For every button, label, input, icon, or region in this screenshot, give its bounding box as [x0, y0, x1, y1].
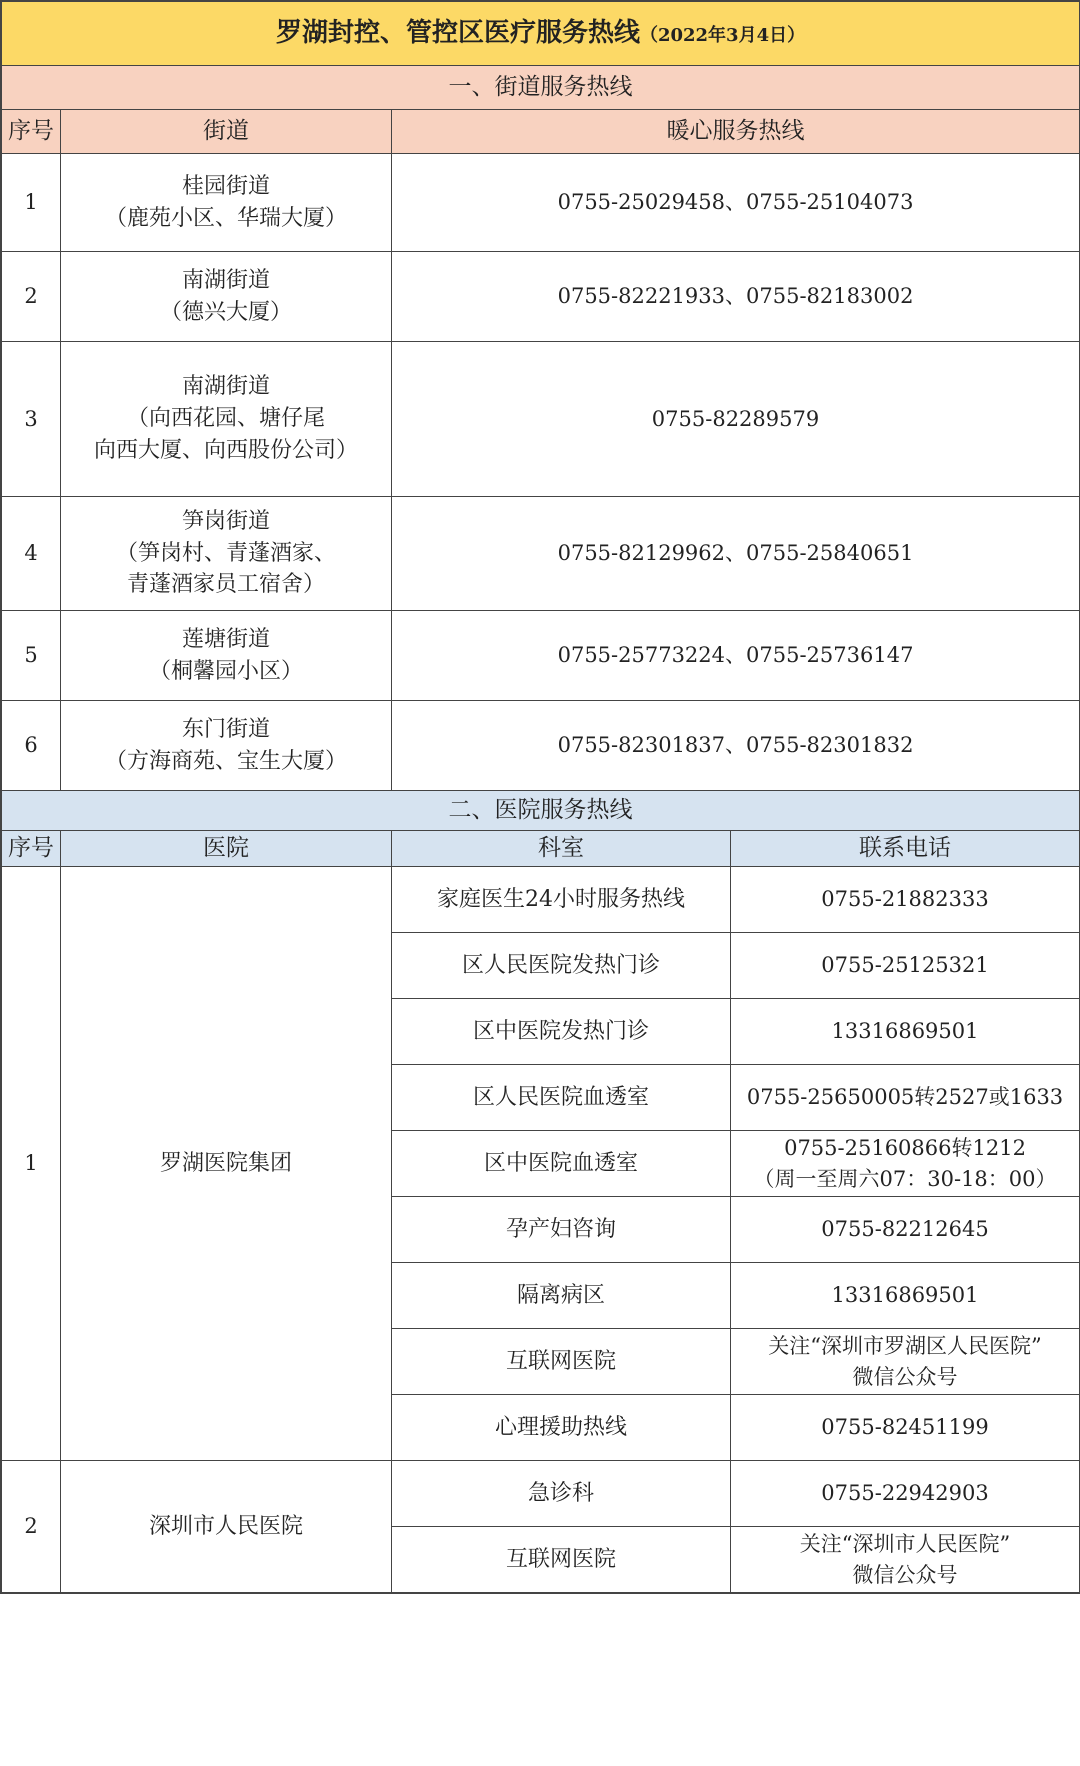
row-number: 6 [2, 701, 61, 791]
phone-number: 0755-25125321 [731, 933, 1080, 999]
hospital-name: 罗湖医院集团 [61, 867, 392, 1461]
row-number: 1 [2, 154, 61, 252]
department-name: 互联网医院 [392, 1527, 731, 1593]
street-name: 南湖街道 [181, 374, 270, 400]
phone-number: 13316869501 [731, 1263, 1080, 1329]
phone-number: 0755-25650005转2527或1633 [731, 1065, 1080, 1131]
street-cell [61, 497, 392, 611]
col-header-department: 科室 [392, 831, 731, 867]
table-row [2, 154, 1080, 252]
phone-cell [731, 1131, 1080, 1197]
section2-heading: 二、医院服务热线 [2, 791, 1080, 831]
col-header-phone: 联系电话 [731, 831, 1080, 867]
street-area: 青蓬酒家员工宿舍） [126, 572, 325, 598]
street-area: （向西花园、塘仔尾 [126, 406, 325, 432]
phone-hours: （周一至周六07：30-18：00） [753, 1166, 1057, 1191]
phone-number: 0755-22942903 [731, 1461, 1080, 1527]
table-row [2, 611, 1080, 701]
street-area: （方海商苑、宝生大厦） [104, 748, 347, 774]
street-name: 桂园街道 [181, 173, 270, 199]
row-number: 4 [2, 497, 61, 611]
col-header-no: 序号 [2, 831, 61, 867]
col-header-street: 街道 [61, 110, 392, 154]
table-row [2, 701, 1080, 791]
hotline-number: 0755-82289579 [392, 342, 1080, 497]
street-name: 东门街道 [181, 716, 270, 742]
street-cell [61, 154, 392, 252]
department-name: 心理援助热线 [392, 1395, 731, 1461]
street-name: 莲塘街道 [181, 626, 270, 652]
department-name: 区中医院发热门诊 [392, 999, 731, 1065]
phone-cell [731, 1527, 1080, 1593]
table-row [2, 252, 1080, 342]
phone-number: 0755-82451199 [731, 1395, 1080, 1461]
street-cell [61, 342, 392, 497]
hotline-number: 0755-25029458、0755-25104073 [392, 154, 1080, 252]
phone-number: 0755-21882333 [731, 867, 1080, 933]
department-name: 区中医院血透室 [392, 1131, 731, 1197]
hotline-number: 0755-25773224、0755-25736147 [392, 611, 1080, 701]
col-header-no: 序号 [2, 110, 61, 154]
department-name: 隔离病区 [392, 1263, 731, 1329]
phone-number: 13316869501 [731, 999, 1080, 1065]
wechat-note: 微信公众号 [852, 1562, 958, 1587]
col-header-hotline: 暖心服务热线 [392, 110, 1080, 154]
street-name: 南湖街道 [181, 267, 270, 293]
street-name: 笋岗街道 [181, 508, 270, 534]
table-row [2, 1461, 1080, 1527]
department-name: 互联网医院 [392, 1329, 731, 1395]
department-name: 区人民医院发热门诊 [392, 933, 731, 999]
row-number: 1 [2, 867, 61, 1461]
row-number: 2 [2, 252, 61, 342]
wechat-note: 关注“深圳市人民医院” [799, 1532, 1011, 1557]
title-date: （2022年3月4日） [639, 24, 806, 46]
hotline-table [1, 1, 1080, 1593]
street-area: （德兴大厦） [159, 299, 292, 325]
phone-number: 0755-25160866转1212 [784, 1136, 1026, 1161]
row-number: 2 [2, 1461, 61, 1593]
department-name: 孕产妇咨询 [392, 1197, 731, 1263]
department-name: 家庭医生24小时服务热线 [392, 867, 731, 933]
row-number: 5 [2, 611, 61, 701]
table-row [2, 497, 1080, 611]
wechat-note: 关注“深圳市罗湖区人民医院” [768, 1334, 1042, 1359]
department-name: 区人民医院血透室 [392, 1065, 731, 1131]
street-area: 向西大厦、向西股份公司） [93, 437, 358, 463]
department-name: 急诊科 [392, 1461, 731, 1527]
hospital-name: 深圳市人民医院 [61, 1461, 392, 1593]
street-area: （笋岗村、青蓬酒家、 [115, 540, 336, 566]
page-title [2, 2, 1080, 66]
section1-heading: 一、街道服务热线 [2, 66, 1080, 110]
phone-number: 0755-82212645 [731, 1197, 1080, 1263]
street-cell [61, 701, 392, 791]
hotline-number: 0755-82221933、0755-82183002 [392, 252, 1080, 342]
wechat-note: 微信公众号 [852, 1364, 958, 1389]
street-cell [61, 611, 392, 701]
street-area: （鹿苑小区、华瑞大厦） [104, 205, 347, 231]
col-header-hospital: 医院 [61, 831, 392, 867]
title-main: 罗湖封控、管控区医疗服务热线 [275, 17, 640, 48]
phone-cell [731, 1329, 1080, 1395]
hotline-number: 0755-82301837、0755-82301832 [392, 701, 1080, 791]
table-row [2, 867, 1080, 933]
street-cell [61, 252, 392, 342]
street-area: （桐馨园小区） [148, 658, 303, 684]
table-row [2, 342, 1080, 497]
hotline-number: 0755-82129962、0755-25840651 [392, 497, 1080, 611]
row-number: 3 [2, 342, 61, 497]
